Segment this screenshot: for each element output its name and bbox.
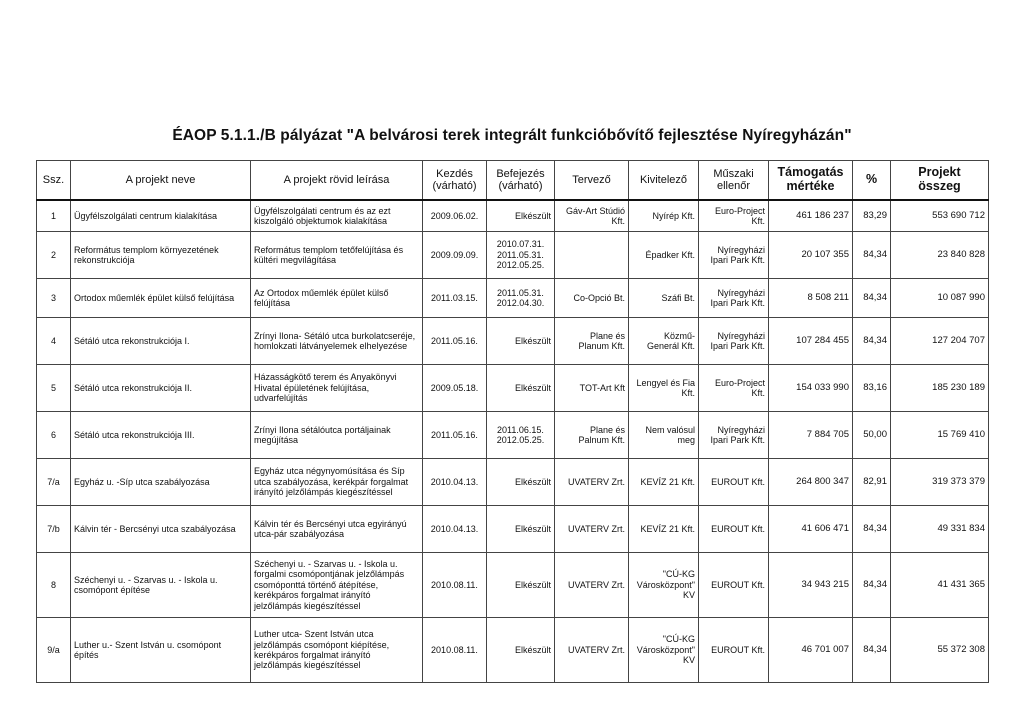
cell-total: 15 769 410 (891, 412, 989, 459)
cell-desc: Luther utca- Szent István utca jelzőlámpás csomópont kiépítése, kerékpáros forgalmat irányító jelzőlámpás kiegészítéssel (251, 618, 423, 683)
cell-total: 23 840 828 (891, 232, 989, 279)
cell-name: Ortodox műemlék épület külső felújítása (71, 279, 251, 318)
cell-percent: 84,34 (853, 506, 891, 553)
cell-inspector: Euro-Project Kft. (699, 365, 769, 412)
cell-end: Elkészült (487, 200, 555, 232)
cell-ssz: 9/a (37, 618, 71, 683)
cell-start: 2010.08.11. (423, 553, 487, 618)
cell-support: 7 884 705 (769, 412, 853, 459)
cell-ssz: 6 (37, 412, 71, 459)
cell-start: 2010.08.11. (423, 618, 487, 683)
cell-designer: Gáv-Art Stúdió Kft. (555, 200, 629, 232)
header-total: Projekt összeg (891, 161, 989, 201)
cell-inspector: EUROUT Kft. (699, 553, 769, 618)
header-support: Támogatás mértéke (769, 161, 853, 201)
table-row (37, 232, 989, 279)
cell-support: 264 800 347 (769, 459, 853, 506)
cell-start: 2011.05.16. (423, 412, 487, 459)
cell-total: 49 331 834 (891, 506, 989, 553)
cell-designer: UVATERV Zrt. (555, 459, 629, 506)
cell-support: 107 284 455 (769, 318, 853, 365)
cell-support: 154 033 990 (769, 365, 853, 412)
cell-end: Elkészült (487, 459, 555, 506)
table-row (37, 279, 989, 318)
cell-contractor: Közmű-Generál Kft. (629, 318, 699, 365)
cell-start: 2011.05.16. (423, 318, 487, 365)
cell-inspector: Euro-Project Kft. (699, 200, 769, 232)
cell-designer: UVATERV Zrt. (555, 553, 629, 618)
cell-name: Egyház u. -Síp utca szabályozása (71, 459, 251, 506)
cell-total: 127 204 707 (891, 318, 989, 365)
header-designer: Tervező (555, 161, 629, 201)
cell-support: 20 107 355 (769, 232, 853, 279)
cell-end: Elkészült (487, 618, 555, 683)
cell-percent: 50,00 (853, 412, 891, 459)
cell-designer: Plane és Planum Kft. (555, 318, 629, 365)
cell-desc: Széchenyi u. - Szarvas u. - Iskola u. forgalmi csomópontjának jelzőlámpás csomóponttá történő átépítése, kerékpáros forgalmat irányító jelzőlámpás kiegészítéssel (251, 553, 423, 618)
cell-designer (555, 232, 629, 279)
cell-name: Kálvin tér - Bercsényi utca szabályozása (71, 506, 251, 553)
cell-percent: 84,34 (853, 232, 891, 279)
cell-percent: 83,29 (853, 200, 891, 232)
cell-percent: 82,91 (853, 459, 891, 506)
cell-start: 2010.04.13. (423, 506, 487, 553)
header-desc: A projekt rövid leírása (251, 161, 423, 201)
cell-end: 2011.05.31. 2012.04.30. (487, 279, 555, 318)
cell-contractor: Nem valósul meg (629, 412, 699, 459)
cell-end: Elkészült (487, 318, 555, 365)
cell-total: 10 087 990 (891, 279, 989, 318)
cell-ssz: 4 (37, 318, 71, 365)
cell-start: 2009.05.18. (423, 365, 487, 412)
header-percent: % (853, 161, 891, 201)
cell-support: 461 186 237 (769, 200, 853, 232)
cell-end: Elkészült (487, 553, 555, 618)
cell-support: 41 606 471 (769, 506, 853, 553)
cell-percent: 84,34 (853, 618, 891, 683)
cell-desc: Az Ortodox műemlék épület külső felújítása (251, 279, 423, 318)
cell-inspector: EUROUT Kft. (699, 459, 769, 506)
cell-start: 2009.09.09. (423, 232, 487, 279)
cell-percent: 83,16 (853, 365, 891, 412)
cell-name: Református templom környezetének rekonstrukciója (71, 232, 251, 279)
header-end: Befejezés (várható) (487, 161, 555, 201)
table-row (37, 506, 989, 553)
cell-ssz: 5 (37, 365, 71, 412)
cell-total: 185 230 189 (891, 365, 989, 412)
cell-inspector: EUROUT Kft. (699, 618, 769, 683)
cell-desc: Zrínyi Ilona sétálóutca portáljainak megújítása (251, 412, 423, 459)
cell-designer: TOT-Art Kft (555, 365, 629, 412)
cell-desc: Kálvin tér és Bercsényi utca egyirányú utca-pár szabályozása (251, 506, 423, 553)
cell-ssz: 3 (37, 279, 71, 318)
table-row (37, 553, 989, 618)
cell-desc: Református templom tetőfelújítása és kültéri megvilágítása (251, 232, 423, 279)
cell-desc: Egyház utca négynyomúsítása és Síp utca szabályozása, kerékpár forgalmat irányító jelzőlámpás kiegészítéssel (251, 459, 423, 506)
cell-name: Luther u.- Szent István u. csomópont építés (71, 618, 251, 683)
cell-name: Sétáló utca rekonstrukciója II. (71, 365, 251, 412)
cell-percent: 84,34 (853, 318, 891, 365)
cell-inspector: Nyíregyházi Ipari Park Kft. (699, 318, 769, 365)
cell-start: 2011.03.15. (423, 279, 487, 318)
cell-start: 2010.04.13. (423, 459, 487, 506)
cell-designer: Plane és Palnum Kft. (555, 412, 629, 459)
cell-inspector: Nyíregyházi Ipari Park Kft. (699, 412, 769, 459)
cell-ssz: 1 (37, 200, 71, 232)
cell-designer: Co-Opció Bt. (555, 279, 629, 318)
cell-ssz: 2 (37, 232, 71, 279)
document-title: ÉAOP 5.1.1./B pályázat "A belvárosi terek integrált funkcióbővítő fejlesztése Nyíregyházán" (172, 127, 852, 144)
cell-start: 2009.06.02. (423, 200, 487, 232)
table-row (37, 412, 989, 459)
table-row (37, 365, 989, 412)
projects-table (36, 160, 989, 683)
cell-contractor: Lengyel és Fia Kft. (629, 365, 699, 412)
cell-designer: UVATERV Zrt. (555, 618, 629, 683)
cell-name: Ügyfélszolgálati centrum kialakítása (71, 200, 251, 232)
table-row (37, 318, 989, 365)
cell-contractor: Nyírép Kft. (629, 200, 699, 232)
table-body (37, 200, 989, 683)
cell-contractor: "CÚ-KG Városközpont" KV (629, 618, 699, 683)
cell-contractor: Épadker Kft. (629, 232, 699, 279)
cell-total: 55 372 308 (891, 618, 989, 683)
header-inspector: Műszaki ellenőr (699, 161, 769, 201)
cell-ssz: 7/b (37, 506, 71, 553)
cell-end: 2011.06.15. 2012.05.25. (487, 412, 555, 459)
cell-name: Sétáló utca rekonstrukciója I. (71, 318, 251, 365)
cell-support: 8 508 211 (769, 279, 853, 318)
cell-contractor: Száfi Bt. (629, 279, 699, 318)
cell-total: 41 431 365 (891, 553, 989, 618)
cell-contractor: KEVÍZ 21 Kft. (629, 459, 699, 506)
cell-desc: Házasságkötő terem és Anyakönyvi Hivatal épületének felújítása, udvarfelújítás (251, 365, 423, 412)
table-row (37, 618, 989, 683)
cell-ssz: 8 (37, 553, 71, 618)
cell-name: Széchenyi u. - Szarvas u. - Iskola u. csomópont építése (71, 553, 251, 618)
cell-percent: 84,34 (853, 279, 891, 318)
cell-total: 553 690 712 (891, 200, 989, 232)
table-row (37, 459, 989, 506)
header-contractor: Kivitelező (629, 161, 699, 201)
cell-contractor: "CÚ-KG Városközpont" KV (629, 553, 699, 618)
cell-inspector: EUROUT Kft. (699, 506, 769, 553)
cell-total: 319 373 379 (891, 459, 989, 506)
cell-desc: Ügyfélszolgálati centrum és az ezt kiszolgáló objektumok kialakítása (251, 200, 423, 232)
cell-end: 2010.07.31. 2011.05.31. 2012.05.25. (487, 232, 555, 279)
header-ssz: Ssz. (37, 161, 71, 201)
cell-inspector: Nyíregyházi Ipari Park Kft. (699, 232, 769, 279)
header-start: Kezdés (várható) (423, 161, 487, 201)
cell-percent: 84,34 (853, 553, 891, 618)
cell-designer: UVATERV Zrt. (555, 506, 629, 553)
header-row (37, 161, 989, 201)
cell-end: Elkészült (487, 506, 555, 553)
cell-name: Sétáló utca rekonstrukciója III. (71, 412, 251, 459)
cell-ssz: 7/a (37, 459, 71, 506)
header-name: A projekt neve (71, 161, 251, 201)
cell-inspector: Nyíregyházi Ipari Park Kft. (699, 279, 769, 318)
cell-support: 46 701 007 (769, 618, 853, 683)
cell-support: 34 943 215 (769, 553, 853, 618)
cell-desc: Zrínyi Ilona- Sétáló utca burkolatcseréje, homlokzati látványelemek elhelyezése (251, 318, 423, 365)
cell-contractor: KEVÍZ 21 Kft. (629, 506, 699, 553)
cell-end: Elkészült (487, 365, 555, 412)
table-row (37, 200, 989, 232)
